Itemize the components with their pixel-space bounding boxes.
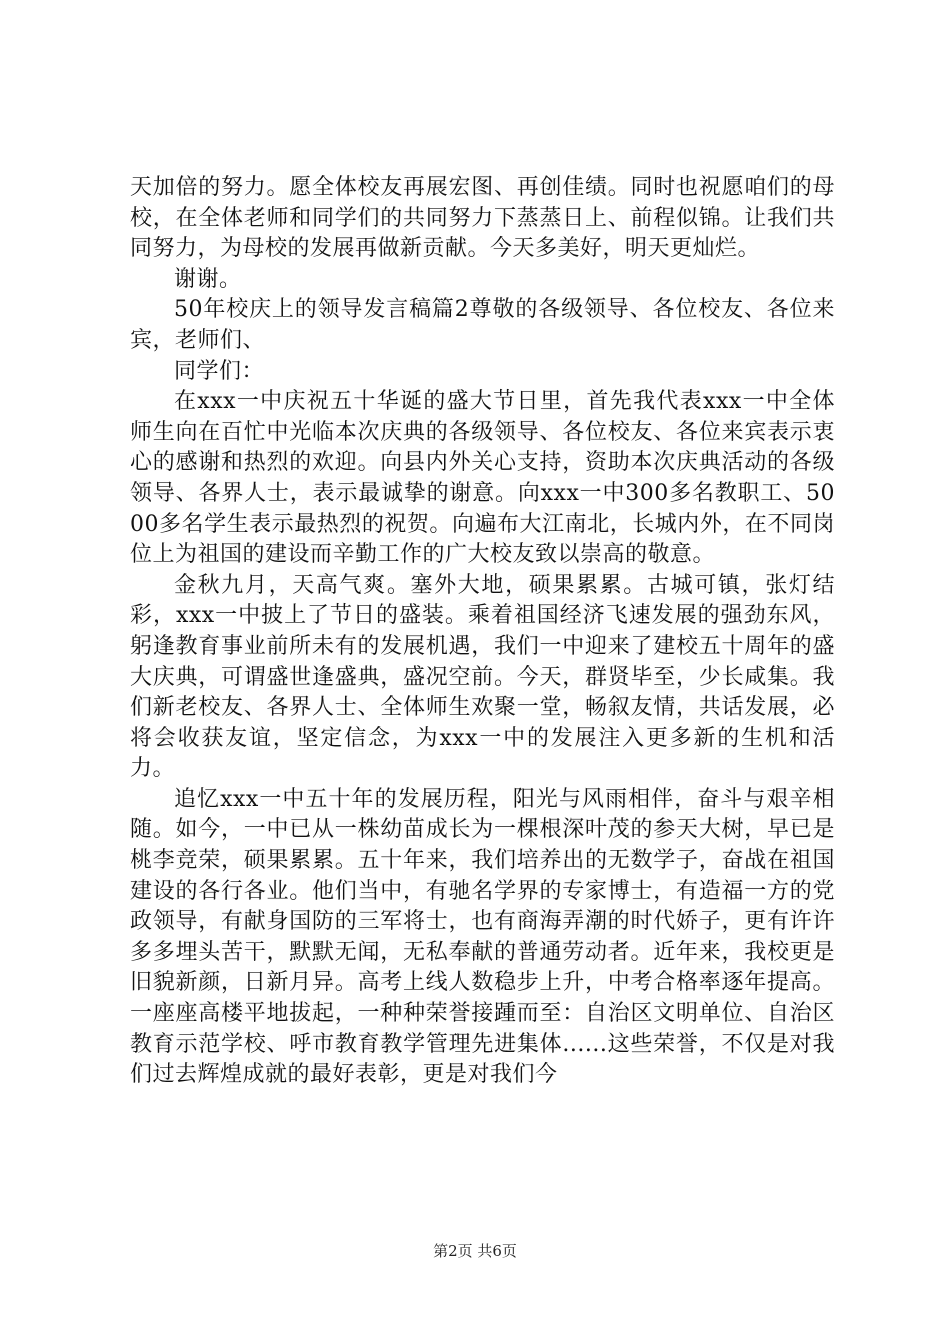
paragraph-1: 天加倍的努力。愿全体校友再展宏图、再创佳绩。同时也祝愿咱们的母校，在全体老师和同学们的共同努力下蒸蒸日上、前程似锦。让我们共同努力，为母校的发展再做新贡献。今天多美好，明天更灿烂。	[130, 175, 835, 262]
paragraph-2: 谢谢。	[174, 266, 242, 292]
paragraph-7: 追忆xxx一中五十年的发展历程，阳光与风雨相伴，奋斗与艰辛相随。如今，一中已从一株幼苗成长为一棵根深叶茂的参天大树，早已是桃李竞荣，硕果累累。五十年来，我们培养出的无数学子，奋战在祖国建设的各行各业。他们当中，有驰名学界的专家博士，有造福一方的党政领导，有献身国防的三军将士，也有商海弄潮的时代娇子，更有许许多多埋头苦干，默默无闻，无私奉献的普通劳动者。近年来，我校更是旧貌新颜，日新月异。高考上线人数稳步上升，中考合格率逐年提高。一座座高楼平地拔起，一种种荣誉接踵而至：自治区文明单位、自治区教育示范学校、呼市教育教学管理先进集体......这些荣誉，不仅是对我们过去辉煌成就的最好表彰，更是对我们今	[130, 786, 835, 1088]
document-body	[130, 173, 835, 1091]
paragraph-6: 金秋九月，天高气爽。塞外大地，硕果累累。古城可镇，张灯结彩，xxx一中披上了节日的盛装。乘着祖国经济飞速发展的强劲东风，躬逢教育事业前所未有的发展机遇，我们一中迎来了建校五十周年的盛大庆典，可谓盛世逢盛典，盛况空前。今天，群贤毕至，少长咸集。我们新老校友、各界人士、全体师生欢聚一堂，畅叙友情，共话发展，必将会收获友谊，坚定信念，为xxx一中的发展注入更多新的生机和活力。	[130, 572, 835, 782]
page-number-footer: 第2页 共6页	[433, 1242, 517, 1260]
paragraph-5: 在xxx一中庆祝五十华诞的盛大节日里，首先我代表xxx一中全体师生向在百忙中光临本次庆典的各级领导、各位校友、各位来宾表示衷心的感谢和热烈的欢迎。向县内外关心支持，资助本次庆典活动的各级领导、各界人士，表示最诚挚的谢意。向xxx一中300多名教职工、5000多名学生表示最热烈的祝贺。向遍布大江南北，长城内外，在不同岗位上为祖国的建设而辛勤工作的广大校友致以崇高的敬意。	[130, 389, 835, 568]
paragraph-3: 50年校庆上的领导发言稿篇2尊敬的各级领导、各位校友、各位来宾，老师们、	[130, 297, 835, 353]
paragraph-4: 同学们：	[174, 358, 265, 384]
